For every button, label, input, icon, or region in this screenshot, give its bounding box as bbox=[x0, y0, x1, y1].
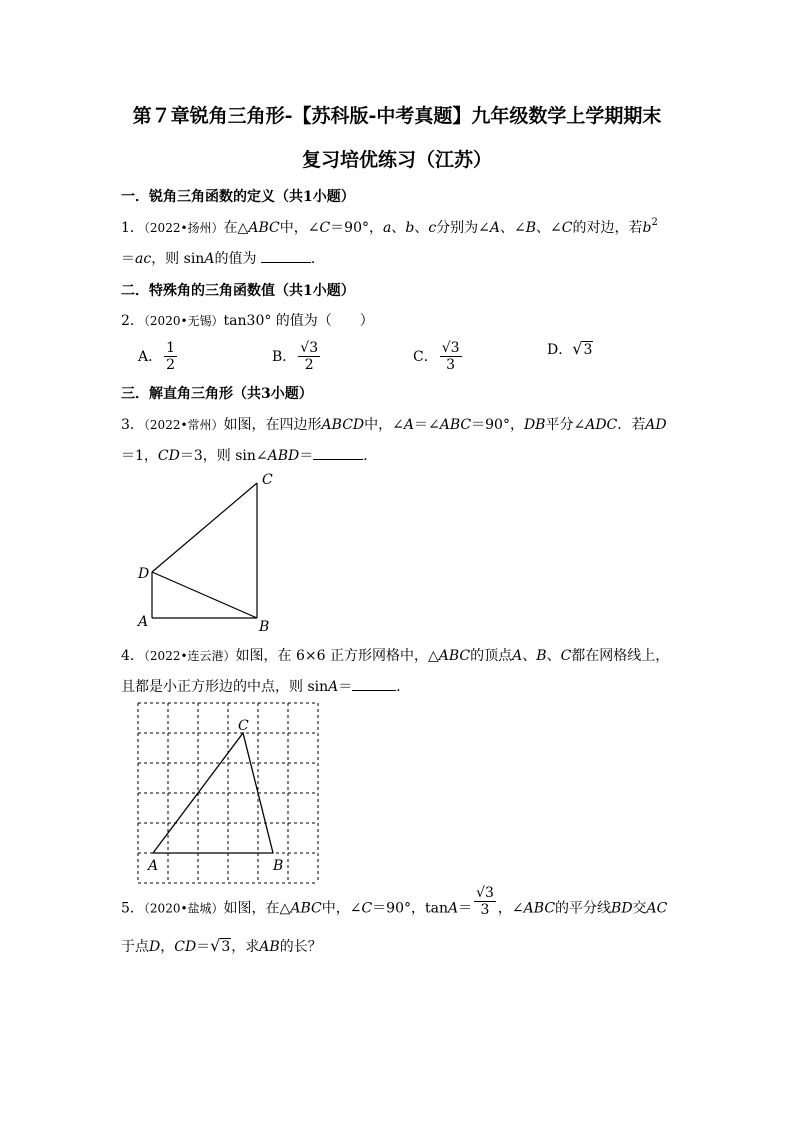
question-number: 2． bbox=[121, 313, 144, 329]
section-heading-2: 二．特殊角的三角函数值（共1小题） bbox=[121, 283, 355, 299]
text: 如图，在 6×6 正方形网格中，△ bbox=[235, 648, 439, 664]
text: ＝ bbox=[196, 939, 211, 955]
option-label: C． bbox=[413, 348, 438, 365]
segment-cd bbox=[152, 483, 257, 572]
math-var: C bbox=[361, 900, 373, 917]
question-number: 5． bbox=[121, 900, 144, 917]
text: 中，∠ bbox=[364, 417, 404, 433]
text: 在△ bbox=[223, 220, 249, 236]
math-var: A bbox=[328, 679, 339, 695]
text: ＝ bbox=[299, 448, 314, 464]
math-var: BD bbox=[611, 900, 633, 917]
question-4-line-1 bbox=[121, 647, 669, 665]
question-3-line-1 bbox=[121, 416, 667, 434]
vertex-label-a: A bbox=[138, 614, 149, 630]
numerator: √3 bbox=[476, 885, 494, 901]
text: ＝∠ bbox=[414, 417, 440, 433]
math-var: CD bbox=[157, 448, 180, 464]
math-var: ABC bbox=[290, 900, 322, 917]
question-1-line-1 bbox=[121, 219, 658, 237]
text: 、 bbox=[522, 648, 537, 664]
section-heading-1: 一．锐角三角函数的定义（共1小题） bbox=[121, 189, 355, 205]
denominator: 2 bbox=[304, 357, 314, 373]
math-var: AB bbox=[259, 939, 280, 955]
option-label: D． bbox=[547, 342, 573, 358]
option-b[interactable] bbox=[272, 340, 322, 373]
question-2-line-1 bbox=[121, 312, 374, 330]
denominator: 3 bbox=[446, 357, 456, 373]
math-var: ABC bbox=[248, 220, 280, 236]
option-c[interactable] bbox=[413, 340, 464, 373]
option-label: B． bbox=[272, 348, 297, 365]
math-var: DB bbox=[523, 417, 546, 433]
text: 、 bbox=[391, 220, 406, 236]
text: 的平分线 bbox=[555, 900, 612, 917]
option-label: A． bbox=[138, 348, 163, 365]
question-source: （2022•连云港） bbox=[143, 649, 236, 663]
superscript: 2 bbox=[651, 217, 658, 228]
fraction bbox=[474, 885, 496, 918]
fraction bbox=[164, 340, 177, 373]
question-number: 3． bbox=[121, 417, 144, 433]
text: ． bbox=[310, 251, 325, 267]
question-3-line-2 bbox=[121, 446, 377, 465]
math-var: AC bbox=[646, 900, 668, 917]
vertex-label-c: C bbox=[262, 472, 273, 488]
text: ，求 bbox=[231, 939, 260, 955]
math-var: D bbox=[149, 939, 161, 955]
text: 且都是小正方形边的中点，则 sin bbox=[121, 679, 329, 695]
text: ＝90°， bbox=[330, 220, 383, 236]
math-var: B bbox=[536, 648, 547, 664]
numerator: √3 bbox=[441, 340, 460, 356]
text: 的顶点 bbox=[470, 648, 513, 664]
section-heading-3: 三．解直角三角形（共3小题） bbox=[121, 386, 313, 402]
grid-triangle-figure bbox=[130, 695, 330, 890]
text: 的长？ bbox=[279, 939, 322, 955]
text: 中，∠ bbox=[321, 900, 362, 917]
question-number: 4． bbox=[121, 648, 144, 664]
radicand: 3 bbox=[221, 939, 231, 955]
text: 平分∠ bbox=[545, 417, 586, 433]
question-source: （2020•无锡） bbox=[143, 314, 224, 328]
text: 都在网格线上， bbox=[571, 648, 670, 664]
math-var: a bbox=[382, 220, 392, 236]
text: 分别为∠ bbox=[436, 220, 490, 236]
text: ＝ bbox=[458, 900, 473, 917]
math-var: C bbox=[319, 220, 331, 236]
text: 的对边，若 bbox=[572, 220, 643, 236]
fraction bbox=[298, 340, 320, 373]
quadrilateral-figure bbox=[130, 470, 280, 635]
math-var: ABC bbox=[439, 417, 472, 433]
vertex-label-b: B bbox=[273, 858, 284, 874]
text: ＝90°， bbox=[471, 417, 524, 433]
document-title-line2: 复习培优练习（江苏） bbox=[301, 149, 492, 171]
text: ＝ bbox=[121, 251, 135, 267]
text: 的值为 bbox=[214, 251, 257, 267]
vertex-label-c: C bbox=[238, 718, 249, 734]
math-var: C bbox=[560, 648, 572, 664]
vertex-label-a: A bbox=[148, 858, 159, 874]
vertex-label-d: D bbox=[138, 566, 150, 582]
segment-db bbox=[152, 572, 257, 618]
math-var: A bbox=[447, 900, 459, 917]
question-text: tan30° 的值为（ ） bbox=[223, 313, 374, 329]
math-var: A bbox=[403, 417, 415, 433]
text: 、 bbox=[414, 220, 429, 236]
math-var: A bbox=[512, 648, 523, 664]
math-var: AD bbox=[645, 417, 667, 433]
math-var: C bbox=[561, 220, 573, 236]
question-1-line-2 bbox=[121, 249, 325, 268]
math-var: CD bbox=[174, 939, 197, 955]
text: ＝90°，tan bbox=[372, 900, 448, 917]
math-var: ac bbox=[135, 251, 152, 267]
math-var: ABC bbox=[523, 900, 556, 917]
text: ． bbox=[396, 679, 411, 695]
text: ＝3，则 sin∠ bbox=[179, 448, 268, 464]
text: 于点 bbox=[121, 939, 149, 955]
text: 如图，在△ bbox=[223, 900, 291, 917]
text: ，则 sin bbox=[151, 251, 205, 267]
math-var: b bbox=[405, 220, 415, 236]
numerator: 1 bbox=[166, 340, 176, 356]
text: 中，∠ bbox=[279, 220, 320, 236]
answer-blank[interactable] bbox=[261, 249, 311, 263]
grid-lines bbox=[138, 703, 318, 883]
fraction bbox=[440, 340, 462, 373]
question-source: （2022•常州） bbox=[143, 418, 224, 432]
numerator: √3 bbox=[300, 340, 319, 356]
vertex-label-b: B bbox=[259, 619, 270, 635]
math-var: B bbox=[525, 220, 537, 236]
math-var: ABCD bbox=[321, 417, 365, 433]
text: ，∠ bbox=[497, 900, 524, 917]
denominator: 3 bbox=[480, 902, 490, 918]
math-var: ABD bbox=[267, 448, 300, 464]
text: 交 bbox=[632, 900, 647, 917]
answer-blank[interactable] bbox=[352, 677, 396, 691]
text: ＝ bbox=[338, 679, 353, 695]
text: ， bbox=[160, 939, 175, 955]
text: 、∠ bbox=[536, 220, 562, 236]
math-var: b bbox=[642, 220, 652, 236]
question-5-line-1 bbox=[121, 885, 668, 918]
text: 、∠ bbox=[500, 220, 526, 236]
text: 如图，在四边形 bbox=[223, 417, 322, 433]
document-title-line1: 第７章锐角三角形-【苏科版-中考真题】九年级数学上学期期末 bbox=[132, 105, 662, 127]
question-number: 1． bbox=[121, 220, 144, 236]
question-4-line-2 bbox=[121, 677, 410, 696]
text: ．若 bbox=[617, 417, 646, 433]
question-source: （2022•扬州） bbox=[143, 221, 224, 235]
math-var: c bbox=[428, 220, 437, 236]
option-d[interactable] bbox=[547, 340, 593, 359]
math-var: A bbox=[489, 220, 501, 236]
question-5-line-2 bbox=[121, 937, 322, 956]
answer-blank[interactable] bbox=[313, 446, 363, 460]
square-root: √3 bbox=[210, 936, 231, 955]
radicand: 3 bbox=[583, 342, 593, 358]
text: 、 bbox=[546, 648, 561, 664]
question-source: （2020•盐城） bbox=[143, 901, 224, 916]
square-root: √3 bbox=[572, 339, 593, 358]
math-var: A bbox=[204, 251, 215, 267]
option-a[interactable] bbox=[138, 340, 179, 373]
text: ＝1， bbox=[121, 448, 158, 464]
denominator: 2 bbox=[166, 357, 176, 373]
math-var: ADC bbox=[585, 417, 618, 433]
text: ． bbox=[363, 448, 378, 464]
math-var: ABC bbox=[438, 648, 471, 664]
